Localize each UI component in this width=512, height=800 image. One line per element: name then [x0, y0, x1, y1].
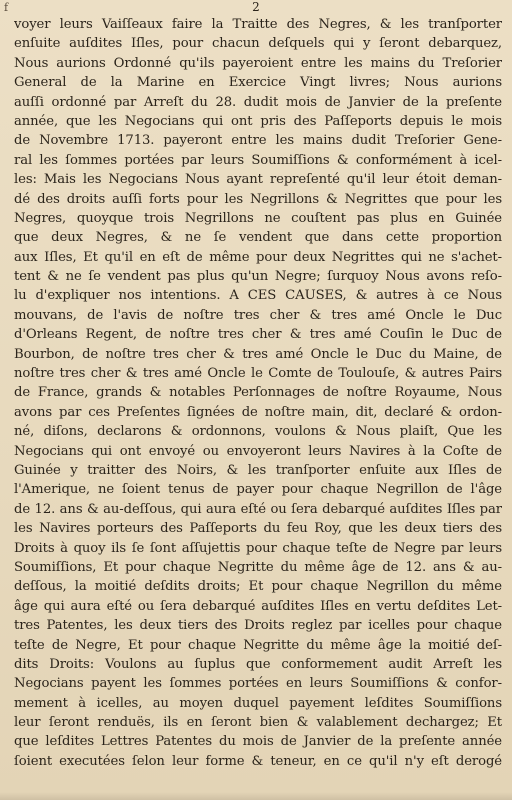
text-line: Negres, quoyque trois Negrillons ne couſtent pas plus en Guinée: [14, 210, 502, 226]
text-line: que leſdites Lettres Patentes du mois de Janvier de la preſente année: [14, 734, 502, 750]
text-line: Negocians qui ont envoyé ou envoyeront leurs Navires à la Coſte de: [14, 443, 502, 459]
text-line: tres Patentes, les deux tiers des Droits reglez par icelles pour chaque: [14, 618, 502, 634]
text-line: l'Amerique, ne ſoient tenus de payer pour chaque Negrillon de l'âge: [14, 482, 502, 498]
text-line: que deux Negres, & ne ſe vendent que dans cette proportion: [14, 230, 502, 246]
text-line: âge qui aura eſté ou ſera debarqué auſdites Iſles en vertu deſdites Let-: [14, 598, 502, 614]
margin-mark: f: [4, 1, 9, 14]
page-number: 2: [252, 0, 260, 14]
text-line: de 12. ans & au-deſſous, qui aura eſté ou ſera debarqué auſdites Iſles par: [14, 501, 502, 517]
text-line: mement à icelles, au moyen duquel payement leſdites Soumiſſions: [14, 695, 502, 711]
text-line: Soumiſſions, Et pour chaque Negritte du même âge de 12. ans & au-: [14, 559, 502, 575]
text-line: Guinée y traitter des Noirs, & les tranſporter enſuite aux Iſles de: [14, 462, 502, 478]
document-body: [14, 15, 502, 771]
text-line: teſte de Negre, Et pour chaque Negritte du même âge la moitié deſ-: [14, 637, 502, 653]
text-line: Nous aurions Ordonné qu'ils payeroient entre les mains du Treſorier: [14, 55, 502, 71]
text-line: voyer leurs Vaiſſeaux faire la Traitte des Negres, & les tranſporter: [14, 17, 502, 32]
text-line: né, diſons, declarons & ordonnons, voulons & Nous plaiſt, Que les: [14, 424, 502, 440]
text-line: Droits à quoy ils ſe ſont aſſujettis pour chaque teſte de Negre par leurs: [14, 540, 502, 556]
text-line: avons par ces Preſentes ſignées de noſtre main, dit, declaré & ordon-: [14, 404, 502, 420]
text-line: dits Droits: Voulons au ſuplus que conformement audit Arreſt les: [14, 656, 502, 672]
text-line: les: Mais les Negocians Nous ayant repreſenté qu'il leur étoit deman-: [14, 172, 502, 188]
text-line: ſoient executées ſelon leur forme & teneur, en ce qu'il n'y eſt derogé: [14, 753, 502, 769]
text-line: Bourbon, de noſtre tres cher & tres amé Oncle le Duc du Maine, de: [14, 346, 502, 362]
text-line: de Novembre 1713. payeront entre les mains dudit Treſorier Gene-: [14, 133, 502, 149]
text-line: lu d'expliquer nos intentions. A CES CAUSES, & autres à ce Nous: [14, 288, 502, 304]
page-bottom-shadow: [0, 792, 512, 800]
text-line: mouvans, de l'avis de noſtre tres cher & tres amé Oncle le Duc: [14, 307, 502, 323]
text-line: d'Orleans Regent, de noſtre tres cher & tres amé Couſin le Duc de: [14, 327, 502, 343]
text-line: Negocians payent les ſommes portées en leurs Soumiſſions & confor-: [14, 676, 502, 692]
text-line: de France, grands & notables Perſonnages de noſtre Royaume, Nous: [14, 385, 502, 401]
text-line: aux Iſles, Et qu'il en eſt de même pour deux Negrittes qui ne s'achet-: [14, 249, 502, 265]
text-line: deſſous, la moitié deſdits droits; Et pour chaque Negrillon du même: [14, 579, 502, 595]
text-line: leur ſeront renduës, ils en ſeront bien & valablement dechargez; Et: [14, 715, 502, 731]
text-line: enſuite auſdites Iſles, pour chacun deſquels qui y ſeront debarquez,: [14, 36, 502, 52]
text-line: General de la Marine en Exercice Vingt livres; Nous aurions: [14, 75, 502, 91]
text-line: année, que les Negocians qui ont pris des Paſſeports depuis le mois: [14, 113, 502, 129]
text-line: auſſi ordonné par Arreſt du 28. dudit mois de Janvier de la preſente: [14, 94, 502, 110]
text-line: dé des droits auſſi forts pour les Negrillons & Negrittes que pour les: [14, 191, 502, 207]
text-line: noſtre tres cher & tres amé Oncle le Comte de Toulouſe, & autres Pairs: [14, 366, 502, 382]
text-line: tent & ne ſe vendent pas plus qu'un Negre; ſurquoy Nous avons reſo-: [14, 269, 502, 285]
text-line: les Navires porteurs des Paſſeports du feu Roy, que les deux tiers des: [14, 521, 502, 537]
text-line: ral les ſommes portées par leurs Soumiſſions & conformément à icel-: [14, 152, 502, 168]
